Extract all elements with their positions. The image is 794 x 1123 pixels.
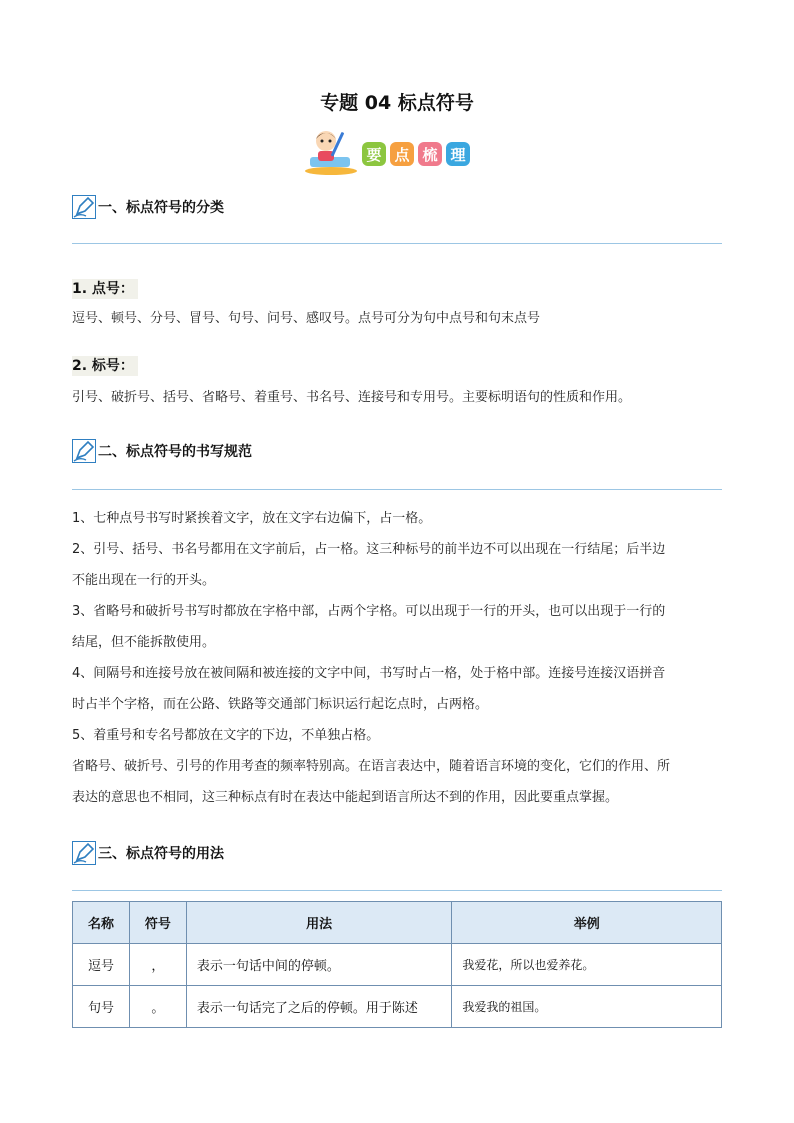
rule-line: 省略号、破折号、引号的作用考查的频率特别高。在语言表达中，随着语言环境的变化，它们的作用、所 [72, 759, 671, 774]
mascot-illustration [304, 127, 358, 175]
column-header-usage: 用法 [186, 902, 452, 944]
rule-line: 5、着重号和专名号都放在文字的下边，不单独占格。 [72, 728, 380, 743]
table-row [73, 944, 722, 986]
label-mark-text: 引号、破折号、括号、省略号、着重号、书名号、连接号和专用号。主要标明语句的性质和作用。 [72, 390, 632, 405]
rule-line: 表达的意思也不相同，这三种标点有时在表达中能起到语言所达不到的作用，因此要重点掌握。 [72, 790, 619, 805]
badge-li: 理 [446, 142, 470, 166]
pen-icon [72, 841, 96, 865]
rule-line: 3、省略号和破折号书写时都放在字格中部，占两个字格。可以出现于一行的开头，也可以出现于一行的 [72, 604, 666, 619]
badge-dian: 点 [390, 142, 414, 166]
section-divider [72, 489, 722, 490]
column-header-name: 名称 [73, 902, 130, 944]
key-points-banner [304, 127, 494, 175]
rule-line: 2、引号、括号、书名号都用在文字前后，占一格。这三种标号的前半边不可以出现在一行结尾；后半边 [72, 542, 666, 557]
cell-example: 我爱花，所以也爱养花。 [452, 944, 722, 986]
dot-mark-label: 1. 点号： [72, 279, 138, 299]
section-heading-usage [72, 840, 224, 866]
rule-line: 不能出现在一行的开头。 [72, 573, 216, 588]
rule-line: 结尾，但不能拆散使用。 [72, 635, 216, 650]
cell-example: 我爱我的祖国。 [452, 986, 722, 1028]
cell-usage: 表示一句话完了之后的停顿。用于陈述 [186, 986, 452, 1028]
punctuation-usage-table [72, 901, 722, 1028]
column-header-example: 举例 [452, 902, 722, 944]
pen-icon [72, 439, 96, 463]
document-title: 专题 04 标点符号 [320, 92, 474, 114]
section-heading-text: 二、标点符号的书写规范 [98, 444, 252, 460]
section-heading-writing-rules [72, 438, 252, 464]
section-heading-text: 三、标点符号的用法 [98, 846, 224, 862]
badge-yao: 要 [362, 142, 386, 166]
section-divider [72, 890, 722, 891]
cell-symbol: ， [129, 944, 186, 986]
cell-name: 句号 [73, 986, 130, 1028]
rule-line: 时占半个字格，而在公路、铁路等交通部门标识运行起讫点时，占两格。 [72, 697, 489, 712]
table-row [73, 986, 722, 1028]
cell-name: 逗号 [73, 944, 130, 986]
table-header-row [73, 902, 722, 944]
rule-line: 1、七种点号书写时紧挨着文字，放在文字右边偏下，占一格。 [72, 511, 432, 526]
cell-symbol: 。 [129, 986, 186, 1028]
section-divider [72, 243, 722, 244]
label-mark-label: 2. 标号： [72, 356, 138, 376]
column-header-symbol: 符号 [129, 902, 186, 944]
dot-mark-text: 逗号、顿号、分号、冒号、句号、问号、感叹号。点号可分为句中点号和句末点号 [72, 311, 541, 326]
cell-usage: 表示一句话中间的停顿。 [186, 944, 452, 986]
section-heading-text: 一、标点符号的分类 [98, 200, 224, 216]
badge-shu: 梳 [418, 142, 442, 166]
rule-line: 4、间隔号和连接号放在被间隔和被连接的文字中间，书写时占一格，处于格中部。连接号连接汉语拼音 [72, 666, 666, 681]
section-heading-classification [72, 194, 224, 220]
pen-icon [72, 195, 96, 219]
